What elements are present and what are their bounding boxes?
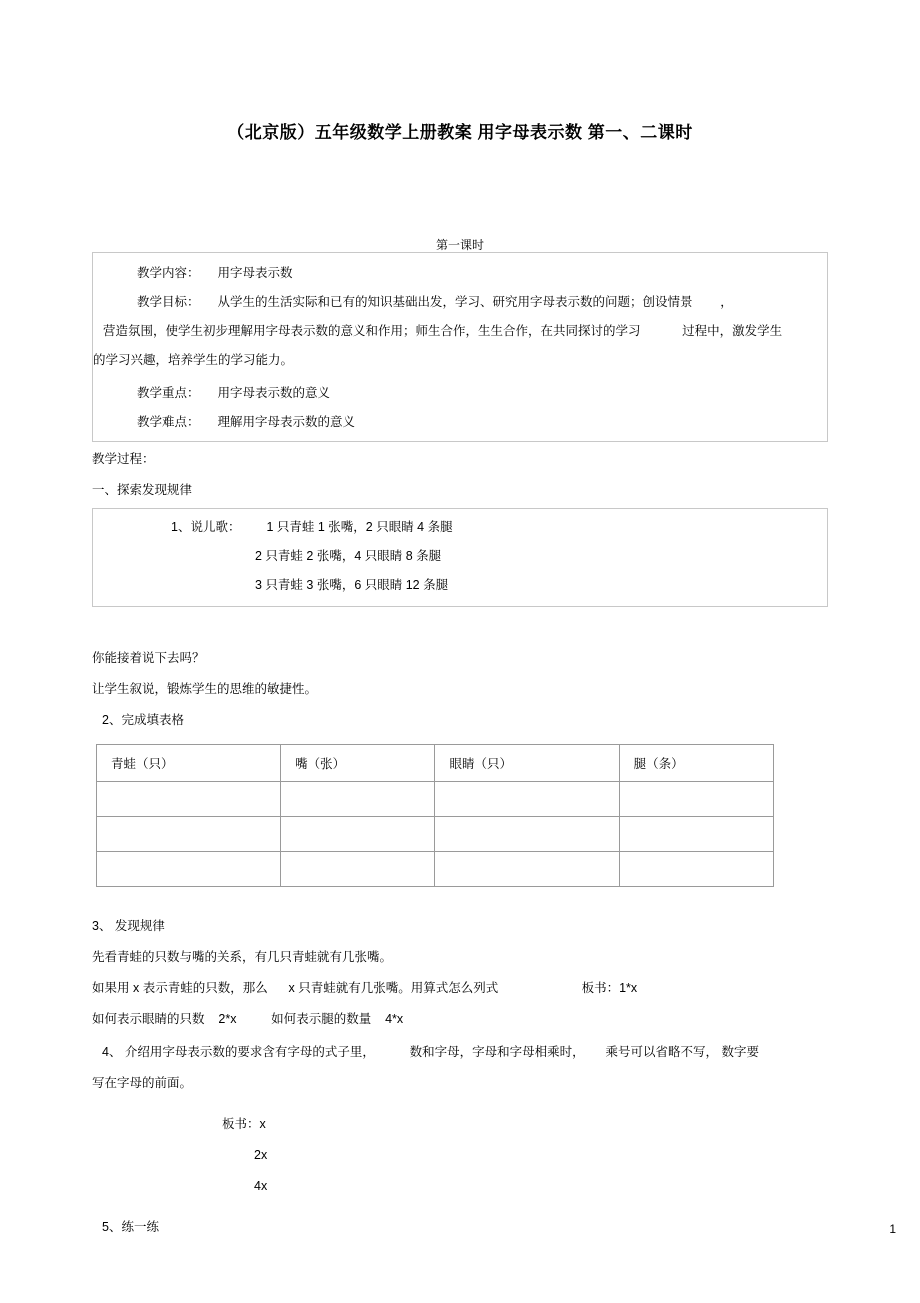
spacer-board bbox=[92, 1099, 828, 1109]
info-value-content: 用字母表示数 bbox=[217, 266, 293, 280]
info-row-goal-cont2: 的学习兴趣，培养学生的学习能力。 bbox=[93, 353, 294, 367]
frog-song-row-1 bbox=[93, 513, 827, 542]
frog-song-line-2: 2 只青蛙 2 张嘴，4 只眼睛 8 条腿 bbox=[255, 549, 442, 563]
table-cell[interactable] bbox=[619, 817, 773, 852]
table-row bbox=[97, 782, 774, 817]
process-block bbox=[92, 444, 828, 506]
table-header-cell-eyes: 眼睛（只） bbox=[435, 745, 619, 782]
after-song-line-2: 让学生叙说，锻炼学生的思维的敏捷性。 bbox=[92, 682, 318, 696]
table-header-cell-frog: 青蛙（只） bbox=[97, 745, 281, 782]
board-line-1: 板书：x bbox=[222, 1117, 266, 1131]
section-one-label: 一、探索发现规律 bbox=[92, 483, 193, 497]
spacer-practice bbox=[92, 1202, 828, 1212]
document-body bbox=[92, 252, 828, 1243]
frog-song-box bbox=[92, 508, 828, 607]
info-row-goal bbox=[93, 288, 827, 317]
info-row-difficulty bbox=[93, 408, 827, 437]
frog-song-label: 1、说儿歌： bbox=[171, 520, 241, 534]
table-cell[interactable] bbox=[97, 852, 281, 887]
table-cell[interactable] bbox=[435, 782, 619, 817]
table-header-cell-legs: 腿（条） bbox=[619, 745, 773, 782]
board-line-3: 4x bbox=[254, 1179, 268, 1193]
frog-song-line-1: 1 只青蛙 1 张嘴，2 只眼睛 4 条腿 bbox=[266, 520, 453, 534]
board-line-2: 2x bbox=[254, 1148, 268, 1162]
table-cell[interactable] bbox=[281, 782, 435, 817]
table-row bbox=[97, 817, 774, 852]
section-heading: 第一课时 bbox=[435, 238, 484, 252]
table-section-heading: 2、完成填表格 bbox=[102, 713, 184, 727]
rule-line-3: 如何表示眼睛的只数 2*x 如何表示腿的数量 4*x bbox=[92, 1012, 404, 1026]
intro-section bbox=[92, 1037, 828, 1243]
table-header-cell-mouth: 嘴（张） bbox=[281, 745, 435, 782]
info-row-goal-cont1: 营造氛围，使学生初步理解用字母表示数的意义和作用；师生合作，生生合作，在共同探讨的学习 过程中，激发学生 bbox=[103, 324, 783, 338]
table-row bbox=[97, 852, 774, 887]
table-cell[interactable] bbox=[281, 817, 435, 852]
frog-song-line-3: 3 只青蛙 3 张嘴，6 只眼睛 12 条腿 bbox=[255, 578, 449, 592]
rule-section bbox=[92, 911, 828, 1035]
info-label-focus: 教学重点： bbox=[137, 386, 200, 400]
after-song-line-1: 你能接着说下去吗？ bbox=[92, 651, 205, 665]
table-cell[interactable] bbox=[619, 852, 773, 887]
rule-line-1: 先看青蛙的只数与嘴的关系，有几只青蛙就有几张嘴。 bbox=[92, 950, 393, 964]
info-label-goal: 教学目标： bbox=[137, 295, 200, 309]
info-row-focus bbox=[93, 375, 827, 408]
info-label-content: 教学内容： bbox=[137, 266, 200, 280]
table-cell[interactable] bbox=[435, 817, 619, 852]
rule-heading: 3、 发现规律 bbox=[92, 919, 165, 933]
info-value-goal: 从学生的生活实际和已有的知识基础出发，学习、研究用字母表示数的问题；创设情景 ， bbox=[217, 295, 733, 309]
spacer-after-song bbox=[92, 607, 828, 641]
page-title: （北京版）五年级数学上册教案 用字母表示数 第一、二课时 bbox=[227, 123, 693, 142]
practice-heading: 5、练一练 bbox=[102, 1220, 159, 1234]
info-label-difficulty: 教学难点： bbox=[137, 415, 200, 429]
intro-line-2: 写在字母的前面。 bbox=[92, 1076, 193, 1090]
rule-line-2: 如果用 x 表示青蛙的只数，那么 x 只青蛙就有几张嘴。用算式怎么列式 板书：1*x bbox=[92, 981, 638, 995]
table-cell[interactable] bbox=[281, 852, 435, 887]
table-cell[interactable] bbox=[97, 817, 281, 852]
page-number: 1 bbox=[889, 1222, 896, 1236]
intro-line-1: 4、 介绍用字母表示数的要求含有字母的式子里， 数和字母，字母和字母相乘时， 乘号可以省略不写， 数字要 bbox=[102, 1045, 759, 1059]
info-box bbox=[92, 252, 828, 442]
table-header-row bbox=[97, 745, 774, 782]
table-cell[interactable] bbox=[435, 852, 619, 887]
process-label: 教学过程： bbox=[92, 452, 155, 466]
table-cell[interactable] bbox=[97, 782, 281, 817]
table-cell[interactable] bbox=[619, 782, 773, 817]
fill-table bbox=[96, 744, 774, 887]
after-song-block bbox=[92, 643, 828, 736]
spacer-after-table bbox=[92, 887, 828, 909]
info-value-focus: 用字母表示数的意义 bbox=[217, 386, 331, 400]
info-value-difficulty: 理解用字母表示数的意义 bbox=[217, 415, 356, 429]
info-row-content bbox=[93, 259, 827, 288]
